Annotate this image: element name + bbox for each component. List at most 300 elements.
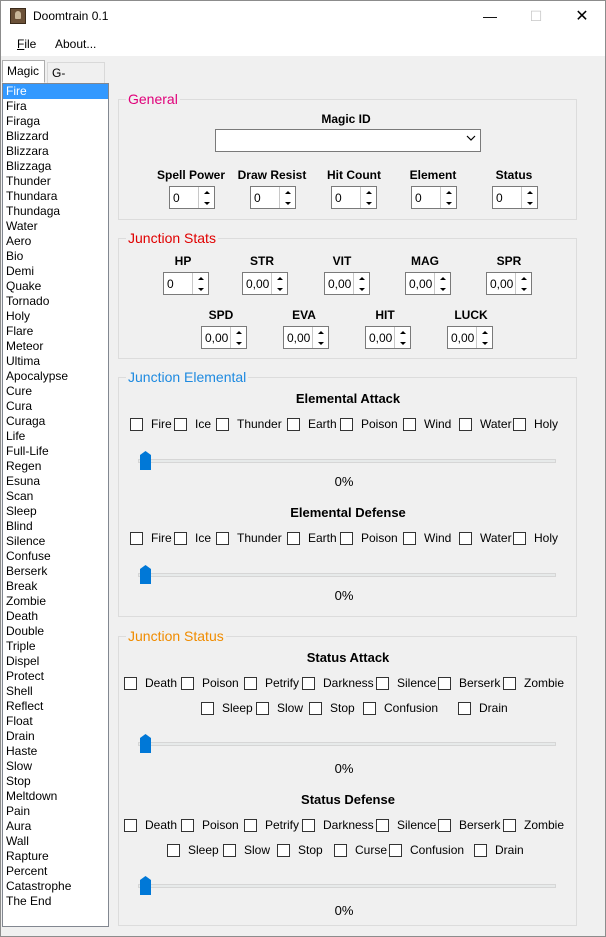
element-spinner[interactable] [411, 186, 457, 209]
checkbox-label: Curse [355, 843, 388, 857]
elemental-attack-slider[interactable] [138, 450, 556, 470]
hp-spinner[interactable] [163, 272, 209, 295]
arrow-down-icon [446, 202, 452, 205]
status-spin-buttons [521, 187, 537, 208]
str-label: STR [250, 254, 274, 268]
spell-list[interactable] [2, 83, 109, 927]
checkbox-box[interactable] [124, 677, 137, 690]
hp-increment-button[interactable] [193, 273, 208, 283]
elemental-defense-checkbox[interactable] [513, 530, 558, 546]
spell-list-item[interactable]: Life [6, 429, 26, 443]
arrow-down-icon [482, 342, 488, 345]
spell-list-item[interactable]: Aura [6, 819, 32, 833]
status-defense-checkbox[interactable] [244, 817, 299, 833]
checkbox-label: Fire [151, 531, 172, 545]
spell-list-item[interactable]: Aero [6, 234, 32, 248]
status-defense-checkbox[interactable] [223, 842, 270, 858]
draw-resist-label: Draw Resist [237, 168, 307, 182]
spell-list-item[interactable]: Thundaga [6, 204, 61, 218]
hit-spinner[interactable] [365, 326, 411, 349]
spell-list-item[interactable]: Confuse [6, 549, 51, 563]
elemental-defense-slider-track [138, 573, 556, 577]
spr-decrement-button[interactable] [516, 284, 531, 294]
checkbox-label: Poison [361, 531, 398, 545]
status-attack-checkbox[interactable] [363, 700, 438, 716]
checkbox-box[interactable] [216, 418, 229, 431]
spell-list-item[interactable]: Holy [6, 309, 31, 323]
elemental-attack-checkbox[interactable] [513, 416, 558, 432]
arrow-down-icon [236, 342, 242, 345]
checkbox-box[interactable] [277, 844, 290, 857]
checkbox-box[interactable] [503, 677, 516, 690]
elemental-defense-slider[interactable] [138, 564, 556, 584]
status-attack-checkbox[interactable] [309, 700, 355, 716]
spell-list-item[interactable]: Wall [6, 834, 29, 848]
elemental-defense-checkbox[interactable] [403, 530, 451, 546]
status-defense-checkbox[interactable] [503, 817, 564, 833]
checkbox-label: Earth [308, 417, 337, 431]
spell-list-item[interactable]: Blizzaga [6, 159, 52, 173]
checkbox-box[interactable] [302, 677, 315, 690]
spell-list-item[interactable]: Esuna [6, 474, 41, 488]
str-value: 0,00 [246, 277, 270, 291]
spell-list-item[interactable]: Berserk [6, 564, 48, 578]
arrow-down-icon [527, 202, 533, 205]
spell-list-item[interactable]: Reflect [6, 699, 44, 713]
spell-list-item[interactable]: The End [6, 894, 52, 908]
mag-label: MAG [411, 254, 439, 268]
spell-list-item[interactable]: Stop [6, 774, 31, 788]
spell-power-value: 0 [173, 191, 180, 205]
status-attack-checkbox[interactable] [124, 675, 177, 691]
checkbox-box[interactable] [244, 819, 257, 832]
spell-list-item[interactable]: Water [6, 219, 38, 233]
status-attack-slider-track [138, 742, 556, 746]
checkbox-label: Water [480, 531, 512, 545]
spell-list-item[interactable]: Full-Life [6, 444, 49, 458]
tab-g-forces[interactable]: G- [47, 62, 105, 84]
elemental-attack-slider-track [138, 459, 556, 463]
checkbox-box[interactable] [403, 418, 416, 431]
checkbox-box[interactable] [459, 532, 472, 545]
spell-list-item[interactable]: Curaga [6, 414, 46, 428]
elemental-attack-checkbox[interactable] [403, 416, 451, 432]
checkbox-box[interactable] [181, 677, 194, 690]
checkbox-box[interactable] [513, 418, 526, 431]
status-defense-checkbox[interactable] [389, 842, 464, 858]
str-spinner[interactable] [242, 272, 288, 295]
hit-count-increment-button[interactable] [361, 187, 376, 197]
element-value: 0 [415, 191, 422, 205]
mag-increment-button[interactable] [435, 273, 450, 283]
status-defense-checkbox[interactable] [474, 842, 524, 858]
draw-resist-spin-buttons [279, 187, 295, 208]
spell-list-item[interactable]: Protect [6, 669, 45, 683]
status-defense-checkbox[interactable] [334, 842, 387, 858]
checkbox-box[interactable] [438, 819, 451, 832]
checkbox-box[interactable] [363, 702, 376, 715]
arrow-down-icon [359, 288, 365, 291]
draw-resist-value: 0 [254, 191, 261, 205]
spell-list-item[interactable]: Quake [6, 279, 42, 293]
status-defense-checkbox[interactable] [124, 817, 177, 833]
status-defense-title: Status Defense [301, 792, 395, 807]
spr-value: 0,00 [490, 277, 514, 291]
checkbox-box[interactable] [438, 677, 451, 690]
hit-label: HIT [375, 308, 395, 322]
status-defense-checkbox[interactable] [302, 817, 374, 833]
hit-count-spinner[interactable] [331, 186, 377, 209]
spell-power-spinner[interactable] [169, 186, 215, 209]
elemental-defense-percent: 0% [334, 588, 354, 603]
checkbox-box[interactable] [376, 819, 389, 832]
tab-strip [1, 60, 605, 84]
checkbox-label: Stop [330, 701, 355, 715]
checkbox-box[interactable] [458, 702, 471, 715]
spell-list-item[interactable]: Break [6, 579, 38, 593]
checkbox-label: Poison [202, 676, 239, 690]
mag-decrement-button[interactable] [435, 284, 450, 294]
eva-decrement-button[interactable] [313, 338, 328, 348]
luck-decrement-button[interactable] [477, 338, 492, 348]
eva-label: EVA [292, 308, 316, 322]
spell-list-item[interactable]: Cura [6, 399, 33, 413]
spell-list-item[interactable]: Triple [6, 639, 36, 653]
luck-spin-buttons [476, 327, 492, 348]
str-spin-buttons [271, 273, 287, 294]
checkbox-box[interactable] [181, 819, 194, 832]
spell-list-item[interactable]: Percent [6, 864, 48, 878]
vit-value: 0,00 [328, 277, 352, 291]
arrow-up-icon [277, 277, 283, 280]
status-decrement-button[interactable] [522, 198, 537, 208]
checkbox-label: Ice [195, 531, 212, 545]
status-increment-button[interactable] [522, 187, 537, 197]
status-attack-checkbox[interactable] [201, 700, 253, 716]
checkbox-label: Slow [277, 701, 304, 715]
hit-count-spin-buttons [360, 187, 376, 208]
mag-spin-buttons [434, 273, 450, 294]
spd-value: 0,00 [205, 331, 229, 345]
spell-list-item[interactable]: Fira [6, 99, 27, 113]
status-attack-checkbox[interactable] [244, 675, 299, 691]
spell-list-item[interactable]: Double [6, 624, 45, 638]
element-label: Element [409, 168, 457, 182]
checkbox-box[interactable] [334, 844, 347, 857]
arrow-down-icon [277, 288, 283, 291]
spell-list-item[interactable]: Cure [6, 384, 33, 398]
spell-list-item[interactable]: Zombie [6, 594, 47, 608]
status-defense-checkbox[interactable] [181, 817, 239, 833]
arrow-up-icon [198, 277, 204, 280]
spell-list-item[interactable]: Slow [6, 759, 33, 773]
minimize-button[interactable]: — [483, 8, 497, 24]
elemental-attack-checkbox[interactable] [340, 416, 398, 432]
checkbox-label: Ice [195, 417, 212, 431]
checkbox-label: Drain [479, 701, 508, 715]
checkbox-label: Poison [202, 818, 239, 832]
status-attack-checkbox[interactable] [256, 700, 303, 716]
status-defense-slider-track [138, 884, 556, 888]
arrow-up-icon [482, 331, 488, 334]
str-decrement-button[interactable] [272, 284, 287, 294]
spell-list-item[interactable]: Scan [6, 489, 34, 503]
spell-list-item[interactable]: Bio [6, 249, 24, 263]
spd-decrement-button[interactable] [231, 338, 246, 348]
arrow-up-icon [285, 191, 291, 194]
arrow-down-icon [285, 202, 291, 205]
menu-about[interactable]: About... [55, 37, 97, 51]
arrow-down-icon [366, 202, 372, 205]
status-defense-checkbox[interactable] [438, 817, 500, 833]
element-spin-buttons [440, 187, 456, 208]
checkbox-label: Slow [244, 843, 271, 857]
window-title: Doomtrain 0.1 [33, 9, 109, 23]
status-label: Status [495, 168, 533, 182]
checkbox-box[interactable] [124, 819, 137, 832]
checkbox-box[interactable] [287, 532, 300, 545]
doomtrain-app-icon [10, 8, 26, 24]
spell-list-item[interactable]: Dispel [6, 654, 40, 668]
spell-list-item[interactable]: Ultima [6, 354, 41, 368]
checkbox-box[interactable] [256, 702, 269, 715]
checkbox-box[interactable] [340, 418, 353, 431]
elemental-attack-checkbox[interactable] [174, 416, 211, 432]
junction-elemental-group [118, 369, 577, 617]
checkbox-box[interactable] [130, 418, 143, 431]
spell-list-item[interactable]: Demi [6, 264, 35, 278]
status-defense-slider[interactable] [138, 875, 556, 895]
checkbox-label: Darkness [323, 818, 374, 832]
status-attack-title: Status Attack [306, 650, 390, 665]
spell-list-item[interactable]: Meteor [6, 339, 44, 353]
spell-list-item[interactable]: Regen [6, 459, 42, 473]
luck-spinner[interactable] [447, 326, 493, 349]
checkbox-box[interactable] [216, 532, 229, 545]
checkbox-box[interactable] [340, 532, 353, 545]
status-defense-slider-thumb[interactable] [140, 876, 151, 895]
spell-list-item[interactable]: Meltdown [6, 789, 58, 803]
status-attack-slider[interactable] [138, 733, 556, 753]
checkbox-label: Holy [534, 417, 559, 431]
spell-list-item[interactable]: Fire [3, 84, 108, 99]
status-attack-checkbox[interactable] [181, 675, 239, 691]
spell-list-item[interactable]: Flare [6, 324, 34, 338]
menu-file-mnemonic: F [17, 37, 25, 51]
checkbox-box[interactable] [403, 532, 416, 545]
arrow-up-icon [400, 331, 406, 334]
checkbox-label: Zombie [524, 676, 565, 690]
spell-list-item[interactable]: Shell [6, 684, 33, 698]
elemental-attack-title: Elemental Attack [295, 391, 401, 406]
status-attack-slider-thumb[interactable] [140, 734, 151, 753]
spell-list-item[interactable]: Blizzard [6, 129, 49, 143]
spell-list-item[interactable]: Blind [6, 519, 33, 533]
checkbox-box[interactable] [174, 532, 187, 545]
arrow-up-icon [440, 277, 446, 280]
spell-list-item[interactable]: Silence [6, 534, 46, 548]
checkbox-box[interactable] [287, 418, 300, 431]
status-defense-checkbox[interactable] [376, 817, 436, 833]
spell-list-item[interactable]: Death [6, 609, 39, 623]
checkbox-label: Thunder [237, 531, 282, 545]
draw-resist-spinner[interactable] [250, 186, 296, 209]
junction-status-group [118, 628, 577, 926]
vit-label: VIT [332, 254, 352, 268]
spd-label: SPD [208, 308, 234, 322]
checkbox-box[interactable] [174, 418, 187, 431]
elemental-attack-checkbox[interactable] [216, 416, 282, 432]
spell-list-item[interactable]: Haste [6, 744, 38, 758]
title-bar [1, 1, 605, 32]
elemental-defense-slider-thumb[interactable] [140, 565, 151, 584]
hp-spin-buttons [192, 273, 208, 294]
eva-spinner[interactable] [283, 326, 329, 349]
checkbox-box[interactable] [302, 819, 315, 832]
checkbox-box[interactable] [513, 532, 526, 545]
vit-spin-buttons [353, 273, 369, 294]
spell-list-item[interactable]: Float [6, 714, 33, 728]
status-attack-checkbox[interactable] [376, 675, 436, 691]
maximize-button[interactable]: ☐ [529, 8, 543, 24]
elemental-defense-checkbox[interactable] [287, 530, 337, 546]
checkbox-box[interactable] [503, 819, 516, 832]
tab-magic[interactable]: Magic [2, 60, 45, 83]
spell-list-item[interactable]: Pain [6, 804, 31, 818]
checkbox-box[interactable] [167, 844, 180, 857]
status-attack-checkbox[interactable] [458, 700, 508, 716]
checkbox-box[interactable] [244, 677, 257, 690]
spell-power-label: Spell Power [156, 168, 226, 182]
eva-value: 0,00 [287, 331, 311, 345]
checkbox-label: Petrify [265, 676, 300, 690]
checkbox-box[interactable] [309, 702, 322, 715]
spd-increment-button[interactable] [231, 327, 246, 337]
spell-list-item[interactable]: Rapture [6, 849, 49, 863]
vit-spinner[interactable] [324, 272, 370, 295]
hit-decrement-button[interactable] [395, 338, 410, 348]
arrow-up-icon [446, 191, 452, 194]
luck-label: LUCK [454, 308, 488, 322]
checkbox-box[interactable] [130, 532, 143, 545]
spell-list-item[interactable]: Drain [6, 729, 35, 743]
magic-id-combobox[interactable] [215, 129, 481, 152]
elemental-attack-slider-thumb[interactable] [140, 451, 151, 470]
elemental-attack-checkbox[interactable] [130, 416, 172, 432]
elemental-defense-checkbox[interactable] [216, 530, 282, 546]
spell-list-item[interactable]: Sleep [6, 504, 37, 518]
arrow-up-icon [236, 331, 242, 334]
checkbox-label: Zombie [524, 818, 565, 832]
status-defense-percent: 0% [334, 903, 354, 918]
luck-value: 0,00 [451, 331, 475, 345]
checkbox-label: Holy [534, 531, 559, 545]
checkbox-label: Poison [361, 417, 398, 431]
spell-list-item[interactable]: Firaga [6, 114, 41, 128]
hp-value: 0 [167, 277, 174, 291]
hit-count-value: 0 [335, 191, 342, 205]
vit-increment-button[interactable] [354, 273, 369, 283]
elemental-defense-checkbox[interactable] [459, 530, 512, 546]
draw-resist-increment-button[interactable] [280, 187, 295, 197]
arrow-down-icon [440, 288, 446, 291]
spr-increment-button[interactable] [516, 273, 531, 283]
arrow-up-icon [527, 191, 533, 194]
checkbox-label: Confusion [384, 701, 439, 715]
vit-decrement-button[interactable] [354, 284, 369, 294]
status-attack-checkbox[interactable] [438, 675, 500, 691]
spell-power-increment-button[interactable] [199, 187, 214, 197]
hit-spin-buttons [394, 327, 410, 348]
spell-list-item[interactable]: Thundara [6, 189, 58, 203]
status-spinner[interactable] [492, 186, 538, 209]
menu-file[interactable] [17, 37, 36, 51]
checkbox-label: Confusion [410, 843, 465, 857]
checkbox-label: Berserk [459, 818, 501, 832]
checkbox-box[interactable] [376, 677, 389, 690]
checkbox-label: Wind [424, 417, 452, 431]
mag-spinner[interactable] [405, 272, 451, 295]
elemental-attack-checkbox[interactable] [287, 416, 337, 432]
checkbox-box[interactable] [474, 844, 487, 857]
spr-spinner[interactable] [486, 272, 532, 295]
checkbox-label: Wind [424, 531, 452, 545]
spell-list-item[interactable]: Catastrophe [6, 879, 72, 893]
element-decrement-button[interactable] [441, 198, 456, 208]
eva-increment-button[interactable] [313, 327, 328, 337]
checkbox-box[interactable] [459, 418, 472, 431]
elemental-defense-checkbox[interactable] [130, 530, 172, 546]
elemental-defense-title: Elemental Defense [290, 505, 406, 520]
chevron-down-icon [466, 133, 476, 143]
hit-increment-button[interactable] [395, 327, 410, 337]
elemental-defense-checkbox[interactable] [340, 530, 398, 546]
element-increment-button[interactable] [441, 187, 456, 197]
spell-list-item[interactable]: Apocalypse [6, 369, 69, 383]
spell-power-decrement-button[interactable] [199, 198, 214, 208]
elemental-defense-checkbox[interactable] [174, 530, 211, 546]
hp-decrement-button[interactable] [193, 284, 208, 294]
checkbox-label: Silence [397, 818, 437, 832]
status-defense-checkbox[interactable] [277, 842, 323, 858]
spell-list-item[interactable]: Blizzara [6, 144, 49, 158]
arrow-down-icon [198, 288, 204, 291]
spell-list-item[interactable]: Thunder [6, 174, 51, 188]
status-defense-checkbox[interactable] [167, 842, 219, 858]
checkbox-box[interactable] [201, 702, 214, 715]
hit-count-decrement-button[interactable] [361, 198, 376, 208]
status-attack-checkbox[interactable] [302, 675, 374, 691]
elemental-attack-checkbox[interactable] [459, 416, 512, 432]
draw-resist-decrement-button[interactable] [280, 198, 295, 208]
spd-spin-buttons [230, 327, 246, 348]
checkbox-label: Berserk [459, 676, 501, 690]
checkbox-label: Sleep [188, 843, 219, 857]
spd-spinner[interactable] [201, 326, 247, 349]
hp-label: HP [174, 254, 192, 268]
spell-list-item[interactable]: Tornado [6, 294, 50, 308]
checkbox-box[interactable] [389, 844, 402, 857]
checkbox-box[interactable] [223, 844, 236, 857]
close-button[interactable]: ✕ [575, 8, 589, 25]
menu-bar [1, 32, 605, 56]
magic-id-label: Magic ID [321, 112, 371, 126]
checkbox-label: Drain [495, 843, 524, 857]
status-attack-checkbox[interactable] [503, 675, 564, 691]
str-increment-button[interactable] [272, 273, 287, 283]
luck-increment-button[interactable] [477, 327, 492, 337]
menu-file-rest: ile [24, 37, 37, 51]
